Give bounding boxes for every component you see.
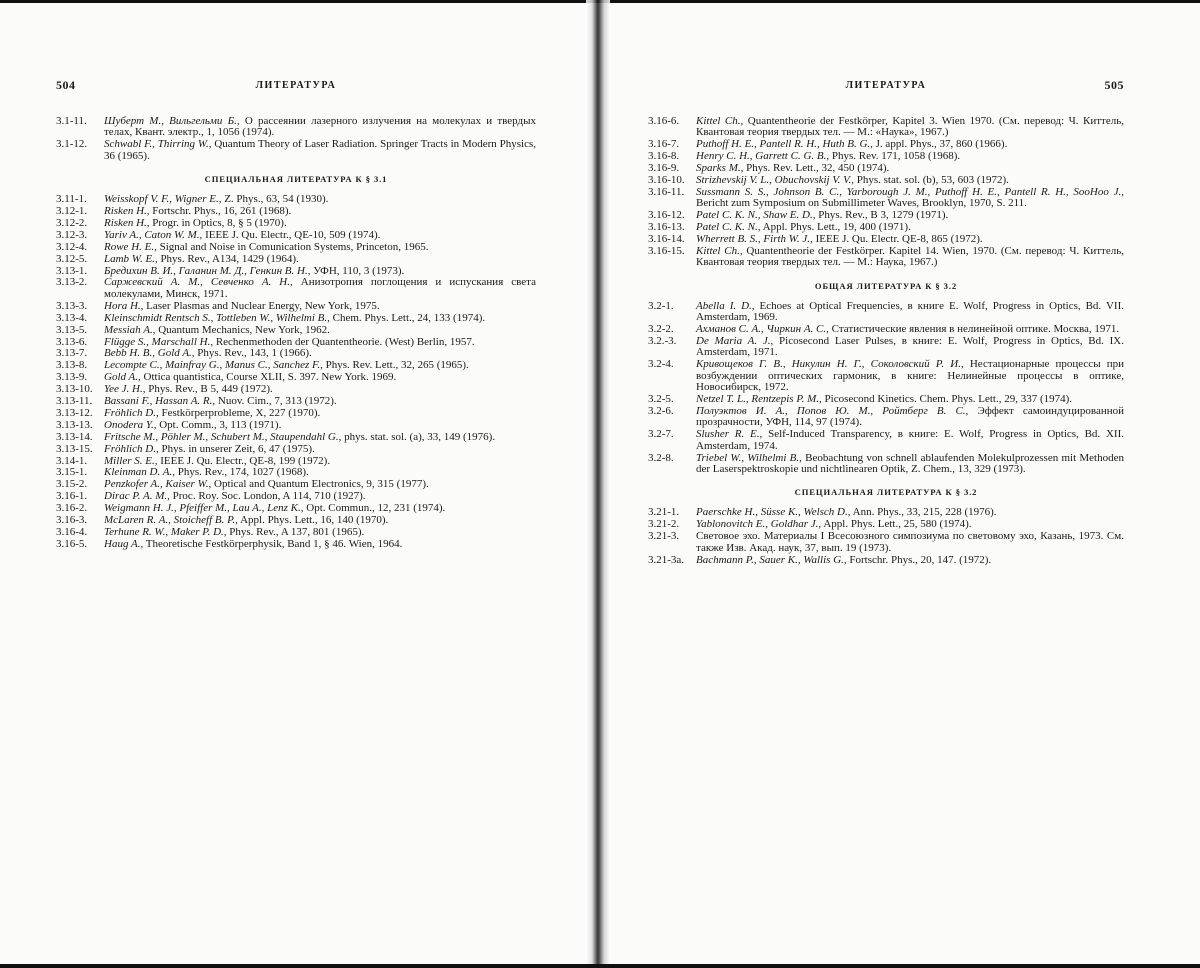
reference-details: Phys. Rev. Lett., 32, 265 (1965).	[322, 359, 469, 372]
reference-text	[696, 139, 1124, 150]
running-header	[648, 78, 1124, 98]
reference-authors: Fröhlich D.,	[104, 442, 159, 455]
reference-authors: Lamb W. E.,	[104, 252, 158, 265]
reference-entry	[648, 163, 1124, 174]
reference-entry	[648, 151, 1124, 162]
reference-entry	[56, 337, 536, 348]
reference-entry	[648, 222, 1124, 233]
reference-details: Нестационарные процессы при возбуждении оптических гармоник, в книге: Нелинейные процессы в оптике, Новосибирск, 1972.	[696, 358, 1124, 394]
reference-details: J. appl. Phys., 37, 860 (1966).	[872, 138, 1008, 151]
reference-number: 3.13-12.	[56, 406, 93, 419]
page-number: 505	[1104, 78, 1124, 92]
reference-details: Анизотропия поглощения и испускания света молекулами, Минск, 1971.	[104, 276, 536, 300]
reference-details: IEEE J. Qu. Electr., QE-10, 509 (1974).	[202, 228, 381, 241]
reference-details: Phys. Rev., A134, 1429 (1964).	[157, 252, 299, 265]
reference-authors: Yee J. H.,	[104, 383, 146, 396]
reference-details: Световое эхо. Материалы I Всесоюзного симпозиума по световому эхо, Казань, 1973. См. также Изв. Акад. наук, 37, вып. 19 (1973).	[696, 530, 1124, 554]
reference-text	[104, 277, 536, 300]
reference-details: Chem. Phys. Lett., 24, 133 (1974).	[329, 311, 486, 324]
reference-text	[104, 515, 536, 526]
reference-text	[104, 266, 536, 277]
reference-text	[104, 444, 536, 455]
reference-entry	[56, 218, 536, 229]
reference-entry	[56, 539, 536, 550]
reference-details: Эффект самоиндуцированной прозрачности, УФН, 114, 97 (1974).	[696, 404, 1124, 429]
reference-details: Phys. Rev., 143, 1 (1966).	[194, 347, 312, 360]
reference-authors: Dirac P. A. M.,	[104, 490, 170, 503]
reference-text	[104, 408, 536, 419]
book-gutter	[586, 0, 610, 968]
reference-entry	[648, 453, 1124, 476]
reference-number: 3.16-13.	[648, 221, 685, 234]
reference-entry	[56, 527, 536, 538]
reference-entry	[56, 432, 536, 443]
reference-authors: Triebel W., Wilhelmi B.,	[696, 451, 802, 464]
reference-entry	[648, 210, 1124, 221]
reference-authors: Bebb H. B., Gold A.,	[104, 347, 195, 360]
reference-authors: McLaren R. A., Stoicheff B. P.,	[104, 514, 238, 527]
reference-text	[104, 116, 536, 139]
reference-entry	[56, 313, 536, 324]
reference-number: 3.13-10.	[56, 383, 93, 396]
reference-authors: Yablonovitch E., Goldhar J.,	[696, 518, 822, 531]
reference-details: Quantentheorie der Festkörper. Kapitel 14. Wien, 1970. (См. перевод: Ч. Киттель, Квантовая теория твердых тел. — М.: Наука, 1967.)	[696, 244, 1124, 269]
reference-details: Appl. Phys. Lett., 25, 580 (1974).	[821, 518, 972, 531]
reference-authors: Weisskopf V. F., Wigner E.,	[104, 193, 222, 206]
reference-details: Phys. Rev., B 3, 1279 (1971).	[815, 209, 949, 222]
reference-number: 3.16-6.	[648, 115, 680, 127]
reference-number: 3.13-2.	[56, 276, 88, 289]
reference-details: О рассеянии лазерного излучения на молекулах и твердых телах, Квант. электр., 1, 1056 (1974).	[104, 115, 536, 139]
reference-details: Phys. in unserer Zeit, 6, 47 (1975).	[158, 442, 315, 455]
reference-authors: Schwabl F., Thirring W.,	[104, 138, 212, 151]
reference-number: 3.12-2.	[56, 216, 88, 229]
page-number: 504	[56, 78, 76, 92]
reference-entry	[56, 360, 536, 371]
reference-number: 3.13-8.	[56, 359, 88, 372]
reference-details: Optical and Quantum Electronics, 9, 315 (1977).	[211, 478, 429, 491]
reference-text	[696, 453, 1124, 476]
reference-entry	[56, 408, 536, 419]
reference-text	[104, 384, 536, 395]
reference-entry	[648, 394, 1124, 405]
reference-entry	[648, 336, 1124, 359]
reference-text	[696, 163, 1124, 174]
reference-details: Beobachtung von schnell ablaufenden Molekulprozessen mit Methoden der Laserspektroskopie und nichtlinearen Optik, Z. Chem., 13, 329 (1973).	[696, 451, 1124, 475]
reference-details: Proc. Roy. Soc. London, A 114, 710 (1927).	[169, 490, 366, 503]
reference-details: Self-Induced Transparency, в книге: E. Wolf, Progress in Optics, Bd. XII. Amsterdam, 1974.	[696, 428, 1124, 452]
reference-number: 3.16-9.	[648, 162, 680, 175]
reference-authors: Kittel Ch.,	[696, 115, 744, 127]
reference-entry	[648, 175, 1124, 186]
reference-authors: Полуэктов И. А., Попов Ю. М., Ройтберг В. С.,	[696, 404, 969, 417]
reference-number: 3.2-6.	[648, 404, 674, 417]
reference-entry	[56, 479, 536, 490]
reference-number: 3.21-3a.	[648, 553, 685, 566]
reference-authors: Bachmann P., Sauer K., Wallis G.,	[696, 553, 847, 566]
reference-entry	[648, 246, 1124, 269]
reference-details: Festkörperprobleme, X, 227 (1970).	[158, 406, 321, 419]
reference-list	[56, 116, 536, 550]
reference-details: Opt. Commun., 12, 231 (1974).	[303, 502, 446, 515]
reference-entry	[56, 420, 536, 431]
reference-authors: Puthoff H. E., Pantell R. H., Huth B. G.,	[696, 138, 873, 151]
reference-entry	[56, 139, 536, 162]
reference-number: 3.13-6.	[56, 335, 88, 348]
reference-entry	[56, 456, 536, 467]
reference-number: 3.13-13.	[56, 418, 93, 431]
reference-text	[104, 467, 536, 478]
reference-entry	[648, 234, 1124, 245]
reference-authors: Gold A.,	[104, 371, 141, 384]
reference-authors: Haug A.,	[104, 537, 144, 550]
running-title: ЛИТЕРАТУРА	[845, 80, 927, 91]
reference-text	[104, 539, 536, 550]
reference-details: Echoes at Optical Frequencies, в книге E. Wolf, Progress in Optics, Bd. VII. Amsterdam, 1969.	[696, 299, 1124, 324]
reference-details: Laser Plasmas and Nuclear Energy, New York, 1975.	[143, 299, 380, 312]
reference-number: 3.16-3.	[56, 514, 88, 527]
reference-authors: Fritsche M., Pöhler M., Schubert M., Staupendahl G.,	[104, 430, 342, 443]
reference-number: 3.16-14.	[648, 233, 685, 246]
reference-details: Ann. Phys., 33, 215, 228 (1976).	[850, 506, 997, 519]
reference-number: 3.12-4.	[56, 240, 88, 253]
reference-text	[696, 210, 1124, 221]
reference-text	[104, 420, 536, 431]
reference-entry	[56, 242, 536, 253]
reference-authors: Netzel T. L., Rentzepis P. M.,	[696, 393, 822, 406]
reference-entry	[648, 301, 1124, 324]
reference-number: 3.2-2.	[648, 323, 674, 336]
reference-number: 3.13-7.	[56, 347, 88, 360]
reference-details: Z. Phys., 63, 54 (1930).	[221, 193, 329, 206]
reference-entry	[648, 139, 1124, 150]
reference-authors: Sussmann S. S., Johnson B. C., Yarborough J. M., Puthoff H. E., Pantell R. H., SooHoo J.,	[696, 185, 1124, 198]
reference-text	[696, 234, 1124, 245]
reference-entry	[648, 507, 1124, 518]
reference-text	[104, 301, 536, 312]
running-title: ЛИТЕРАТУРА	[255, 80, 337, 91]
reference-authors: Kleinman D. A.,	[104, 466, 175, 479]
reference-text	[104, 527, 536, 538]
reference-details: Quantentheorie der Festkörper, Kapitel 3. Wien 1970. (См. перевод: Ч. Киттель, Квантовая теория твердых тел. — М.: «Наука», 1967.)	[696, 115, 1124, 139]
reference-authors: Henry C. H., Garrett C. G. B.,	[696, 150, 830, 163]
reference-number: 3.16-4.	[56, 526, 88, 538]
reference-text	[696, 429, 1124, 452]
reference-entry	[56, 372, 536, 383]
reference-details: Quantum Mechanics, New York, 1962.	[155, 323, 330, 336]
reference-text	[696, 507, 1124, 518]
reference-authors: Penzkofer A., Kaiser W.,	[104, 478, 212, 491]
reference-text	[696, 324, 1124, 335]
reference-entry	[648, 324, 1124, 335]
reference-number: 3.12-1.	[56, 205, 88, 218]
reference-number: 3.21-1.	[648, 506, 680, 519]
reference-details: Rechenmethoden der Quantentheorie. (West) Berlin, 1957.	[213, 335, 475, 348]
reference-text	[104, 503, 536, 514]
reference-entry	[56, 444, 536, 455]
reference-authors: Abella I. D.,	[696, 299, 755, 312]
reference-text	[104, 325, 536, 336]
reference-number: 3.1-11.	[56, 115, 87, 127]
reference-entry	[648, 116, 1124, 139]
reference-authors: Bassani F., Hassan A. R.,	[104, 395, 216, 408]
reference-list	[648, 116, 1124, 566]
reference-number: 3.12-5.	[56, 252, 88, 265]
reference-text	[696, 301, 1124, 324]
reference-details: УФН, 110, 3 (1973).	[310, 264, 405, 277]
reference-text	[696, 359, 1124, 393]
reference-entry	[56, 254, 536, 265]
reference-details: IEEE J. Qu. Electr., QE-8, 199 (1972).	[157, 454, 331, 467]
reference-authors: Flügge S., Marschall H.,	[104, 335, 214, 348]
reference-text	[104, 313, 536, 324]
reference-entry	[56, 116, 536, 139]
reference-number: 3.1-12.	[56, 138, 88, 151]
reference-number: 3.13-1.	[56, 264, 88, 277]
reference-authors: Шуберт М., Вильгельми Б.,	[104, 115, 240, 127]
reference-authors: Rowe H. E.,	[104, 240, 157, 253]
reference-number: 3.2.-3.	[648, 335, 677, 347]
reference-number: 3.11-1.	[56, 193, 87, 206]
reference-details: Picosecond Kinetics. Chem. Phys. Lett., 29, 337 (1974).	[821, 393, 1073, 406]
reference-text	[104, 254, 536, 265]
reference-entry	[648, 359, 1124, 393]
reference-details: Статистические явления в нелинейной оптике. Москва, 1971.	[828, 323, 1120, 336]
reference-authors: Strizhevskij V. L., Obuchovskij V. V.,	[696, 174, 854, 187]
reference-number: 3.13-15.	[56, 442, 93, 455]
reference-text	[696, 336, 1124, 359]
reference-number: 3.13-14.	[56, 430, 93, 443]
reference-number: 3.2-7.	[648, 428, 674, 441]
reference-authors: Onodera Y.,	[104, 418, 157, 431]
reference-text	[104, 337, 536, 348]
reference-text	[104, 230, 536, 241]
reference-text	[696, 222, 1124, 233]
reference-authors: Kittel Ch.,	[696, 244, 743, 257]
running-header	[56, 78, 536, 98]
reference-entry	[648, 429, 1124, 452]
reference-text	[104, 479, 536, 490]
reference-entry	[648, 187, 1124, 210]
reference-entry	[648, 519, 1124, 530]
reference-details: Phys. Rev., A 137, 801 (1965).	[226, 526, 365, 538]
reference-number: 3.21-3.	[648, 530, 680, 543]
reference-number: 3.16-1.	[56, 490, 88, 503]
reference-authors: Саржевский А. М., Севченко А. Н.,	[104, 276, 293, 289]
reference-details: Opt. Comm., 3, 113 (1971).	[156, 418, 282, 431]
reference-text	[104, 491, 536, 502]
reference-number: 3.21-2.	[648, 518, 680, 531]
reference-number: 3.14-1.	[56, 454, 88, 467]
reference-entry	[56, 384, 536, 395]
scan-bottom-edge	[0, 964, 1200, 968]
reference-authors: Miller S. E.,	[104, 454, 158, 467]
reference-authors: Risken H.,	[104, 205, 150, 218]
reference-entry	[56, 206, 536, 217]
reference-number: 3.2-5.	[648, 393, 674, 406]
reference-authors: Patel C. K. N.,	[696, 221, 761, 234]
reference-text	[696, 187, 1124, 210]
reference-number: 3.13-3.	[56, 299, 88, 312]
reference-authors: Slusher R. E.,	[696, 428, 763, 441]
reference-number: 3.16-10.	[648, 174, 685, 187]
reference-entry	[56, 301, 536, 312]
reference-number: 3.13-4.	[56, 311, 88, 324]
reference-authors: Kleinschmidt Rentsch S., Tottleben W., Wilhelmi B.,	[104, 311, 330, 324]
left-page	[56, 78, 536, 551]
reference-authors: Terhune R. W., Maker P. D.,	[104, 526, 227, 538]
reference-number: 3.16-7.	[648, 138, 680, 151]
reference-text	[696, 116, 1124, 139]
reference-details: phys. stat. sol. (a), 33, 149 (1976).	[341, 430, 496, 443]
reference-entry	[56, 325, 536, 336]
reference-details: IEEE J. Qu. Electr. QE-8, 865 (1972).	[812, 233, 983, 246]
reference-authors: Hora H.,	[104, 299, 144, 312]
reference-text	[104, 456, 536, 467]
reference-authors: Fröhlich D.,	[104, 406, 159, 419]
reference-details: Phys. Rev., 174, 1027 (1968).	[175, 466, 309, 479]
section-heading: СПЕЦИАЛЬНАЯ ЛИТЕРАТУРА К § 3.2	[794, 487, 978, 498]
reference-entry	[56, 396, 536, 407]
reference-text	[104, 218, 536, 229]
reference-authors: Бредихин В. И., Галанин М. Д., Генкин В. Н.,	[104, 264, 311, 277]
reference-authors: Patel C. K. N., Shaw E. D.,	[696, 209, 816, 222]
reference-details: Phys. Rev. Lett., 32, 450 (1974).	[743, 162, 890, 175]
reference-text	[104, 348, 536, 359]
reference-details: Appl. Phys. Lett., 19, 400 (1971).	[760, 221, 911, 234]
reference-authors: Paerschke H., Süsse K., Welsch D.,	[696, 506, 851, 519]
reference-details: Nuov. Cim., 7, 313 (1972).	[215, 395, 337, 408]
reference-text	[696, 555, 1124, 566]
reference-details: Theoretische Festkörperphysik, Band 1, § 46. Wien, 1964.	[143, 537, 403, 550]
reference-entry	[648, 555, 1124, 566]
reference-authors: Weigmann H. J., Pfeiffer M., Lau A., Lenz K.,	[104, 502, 304, 515]
reference-entry	[56, 230, 536, 241]
reference-text	[104, 372, 536, 383]
right-page	[648, 78, 1124, 566]
reference-authors: Ахманов С. А., Чиркин А. С.,	[696, 323, 829, 336]
reference-authors: Yariv A., Caton W. M.,	[104, 228, 203, 241]
reference-number: 3.15-2.	[56, 478, 88, 491]
reference-authors: De Maria A. J.,	[696, 335, 774, 347]
reference-number: 3.15-1.	[56, 466, 88, 479]
reference-authors: Sparks M.,	[696, 162, 744, 175]
reference-details: Picosecond Laser Pulses, в книге: E. Wolf, Progress in Optics, Bd. IX. Amsterdam, 1971.	[696, 335, 1124, 359]
reference-number: 3.16-5.	[56, 537, 88, 550]
reference-entry	[56, 194, 536, 205]
reference-text	[104, 360, 536, 371]
reference-details: Fortschr. Phys., 16, 261 (1968).	[149, 205, 292, 218]
reference-text	[696, 531, 1124, 554]
reference-number: 3.16-2.	[56, 502, 88, 515]
reference-entry	[56, 503, 536, 514]
reference-details: Phys. Rev., B 5, 449 (1972).	[145, 383, 273, 396]
reference-entry	[56, 515, 536, 526]
reference-text	[696, 406, 1124, 429]
reference-number: 3.2-8.	[648, 451, 674, 464]
reference-number: 3.13-9.	[56, 371, 88, 384]
reference-text	[104, 242, 536, 253]
reference-details: Quantum Theory of Laser Radiation. Springer Tracts in Modern Physics, 36 (1965).	[104, 138, 536, 162]
reference-text	[696, 246, 1124, 269]
reference-entry	[648, 531, 1124, 554]
reference-authors: Lecompte C., Mainfray G., Manus C., Sanchez F.,	[104, 359, 323, 372]
reference-text	[104, 432, 536, 443]
reference-number: 3.13-5.	[56, 323, 88, 336]
reference-authors: Messiah A.,	[104, 323, 156, 336]
reference-entry	[56, 467, 536, 478]
reference-text	[696, 519, 1124, 530]
reference-number: 3.12-3.	[56, 228, 88, 241]
reference-details: Progr. in Optics, 8, § 5 (1970).	[149, 216, 287, 229]
reference-number: 3.13-11.	[56, 395, 93, 408]
reference-details: Signal and Noise in Comunication Systems, Princeton, 1965.	[156, 240, 429, 253]
reference-number: 3.16-8.	[648, 150, 680, 163]
reference-details: Fortschr. Phys., 20, 147. (1972).	[846, 553, 992, 566]
reference-entry	[56, 266, 536, 277]
section-heading: ОБЩАЯ ЛИТЕРАТУРА К § 3.2	[814, 280, 958, 291]
section-heading: СПЕЦИАЛЬНАЯ ЛИТЕРАТУРА К § 3.1	[204, 174, 388, 185]
reference-text	[104, 396, 536, 407]
reference-details: Ottica quantistica, Course XLII, S. 397. New York. 1969.	[140, 371, 397, 384]
reference-entry	[56, 491, 536, 502]
reference-details: Appl. Phys. Lett., 16, 140 (1970).	[237, 514, 389, 527]
reference-entry	[56, 348, 536, 359]
reference-details: Phys. stat. sol. (b), 53, 603 (1972).	[853, 174, 1009, 187]
reference-entry	[56, 277, 536, 300]
reference-details: Phys. Rev. 171, 1058 (1968).	[829, 150, 961, 163]
reference-text	[696, 394, 1124, 405]
reference-authors: Risken H.,	[104, 216, 150, 229]
reference-number: 3.16-11.	[648, 185, 685, 198]
reference-number: 3.2-1.	[648, 299, 674, 312]
reference-number: 3.16-12.	[648, 209, 685, 222]
reference-text	[696, 151, 1124, 162]
reference-text	[104, 194, 536, 205]
reference-text	[696, 175, 1124, 186]
reference-text	[104, 206, 536, 217]
reference-number: 3.2-4.	[648, 358, 674, 371]
reference-details: Bericht zum Symposium on Submillimeter Waves, Brooklyn, 1970, S. 211.	[696, 197, 1027, 210]
reference-text	[104, 139, 536, 162]
reference-authors: Кривощеков Г. В., Никулин Н. Г., Соколовский Р. И.,	[696, 358, 964, 371]
reference-number: 3.16-15.	[648, 244, 685, 257]
reference-entry	[648, 406, 1124, 429]
reference-authors: Wherrett B. S., Firth W. J.,	[696, 233, 813, 246]
